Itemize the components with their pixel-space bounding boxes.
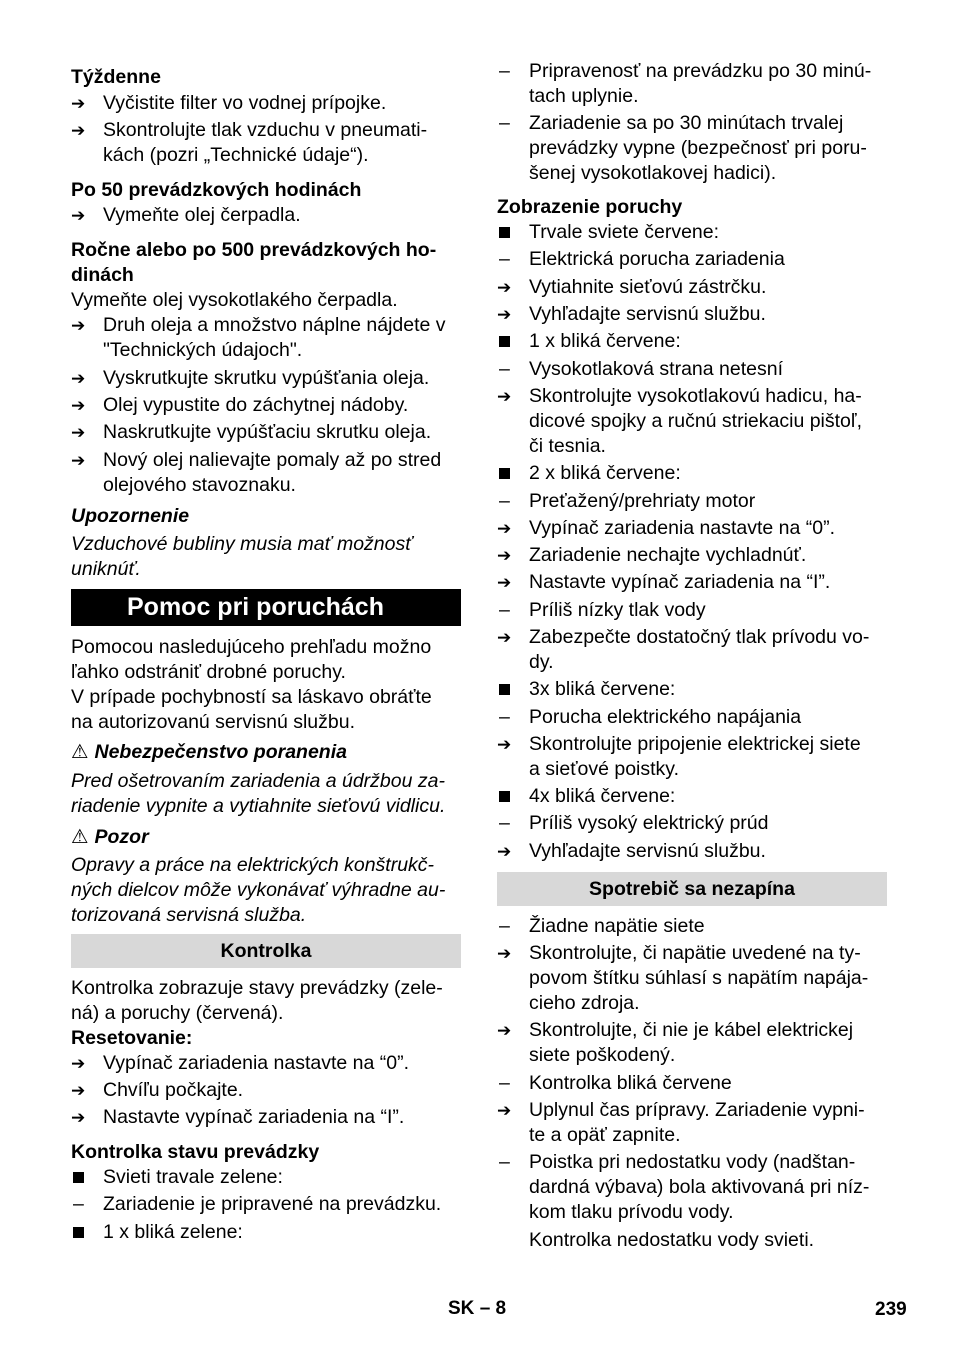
square-bullet-icon — [499, 684, 510, 695]
dash-icon: – — [499, 358, 510, 380]
list-item: ➔ Skontrolujte, či nie je kábel elektrickej siete poškodený. — [497, 1019, 854, 1066]
list-item: ➔ Zabezpečte dostatočný tlak prívodu vo- dy. — [497, 626, 870, 673]
heading-reset: Resetovanie: — [71, 1027, 193, 1049]
arrow-icon: ➔ — [71, 121, 86, 140]
list-item: 2 x bliká červene: — [497, 461, 887, 486]
square-bullet-icon — [499, 336, 510, 347]
list-item: ➔ Vypínač zariadenia nastavte na “0”. — [497, 517, 836, 539]
arrow-icon: ➔ — [71, 94, 86, 113]
list-item: 4x bliká červene: — [497, 784, 887, 809]
list-item: 1 x bliká červene: — [497, 329, 887, 354]
list-item: Svieti travale zelene: — [71, 1165, 461, 1190]
dash-icon: – — [499, 915, 510, 937]
paragraph: Pomocou nasledujúceho prehľadu možno ľahko odstrániť drobné poruchy. V prípade pochybností sa láskavo obráťte na autorizovanú servisnú službu. — [71, 636, 432, 733]
list-item: ➔ Skontrolujte pripojenie elektrickej siete a sieťové poistky. — [497, 733, 861, 780]
list-item: – Kontrolka bliká červene — [499, 1072, 732, 1094]
list-item: – Príliš nízky tlak vody — [499, 599, 706, 621]
arrow-icon: ➔ — [71, 451, 86, 470]
arrow-icon: ➔ — [71, 1081, 86, 1100]
list-item: 1 x bliká zelene: — [71, 1220, 461, 1245]
arrow-icon: ➔ — [497, 1021, 512, 1040]
list-item: ➔ Skontrolujte vysokotlakovú hadicu, ha- dicové spojky a ručnú striekaciu pištoľ, či tesnia. — [497, 385, 863, 457]
dash-icon: – — [499, 706, 510, 728]
list-item: – Žiadne napätie siete — [499, 915, 705, 937]
note-text: Vzduchové bubliny musia mať možnosť uniknúť. — [71, 533, 413, 580]
dash-icon: – — [499, 248, 510, 270]
dash-icon: – — [499, 490, 510, 512]
warning-icon: ⚠ — [71, 741, 89, 763]
dash-icon: – — [499, 1072, 510, 1094]
list-item: ➔ Chvíľu počkajte. — [71, 1079, 244, 1101]
arrow-icon: ➔ — [497, 546, 512, 565]
dash-icon: – — [499, 112, 510, 134]
list-item: Trvale sviete červene: — [497, 220, 887, 245]
list-item: ➔ Vyhľadajte servisnú službu. — [497, 840, 766, 862]
list-item: ➔ Druh oleja a množstvo náplne nájdete v "Technických údajoch". — [71, 314, 446, 361]
list-item: ➔ Skontrolujte tlak vzduchu v pneumati- kách (pozri „Technické údaje“). — [71, 119, 428, 166]
arrow-icon: ➔ — [497, 387, 512, 406]
page-number: 239 — [875, 1299, 907, 1320]
list-item: ➔ Vypínač zariadenia nastavte na “0”. — [71, 1052, 410, 1074]
list-item: – Zariadenie sa po 30 minútach trvalej prevádzky vypne (bezpečnosť pri poru- šenej vysokotlakovej hadici). — [499, 112, 867, 184]
caution-text: Opravy a práce na elektrických konštrukč- ných dielcov môže vykonávať výhradne au- torizovaná servisná služba. — [71, 854, 446, 926]
arrow-icon: ➔ — [497, 278, 512, 297]
dash-icon: – — [499, 812, 510, 834]
arrow-icon: ➔ — [71, 396, 86, 415]
list-item: ➔ Nastavte vypínač zariadenia na “I”. — [71, 1106, 405, 1128]
paragraph: Vymeňte olej vysokotlakého čerpadla. — [71, 289, 398, 311]
note-title: Upozornenie — [71, 505, 190, 527]
list-item: ➔ Vyskrutkujte skrutku vypúšťania oleja. — [71, 367, 430, 389]
list-item: – Pripravenosť na prevádzku po 30 minú- tach uplynie. — [499, 60, 872, 107]
dash-icon: – — [73, 1193, 84, 1215]
arrow-icon: ➔ — [497, 735, 512, 754]
dash-icon: – — [499, 599, 510, 621]
list-item: ➔ Vyhľadajte servisnú službu. — [497, 303, 766, 325]
square-bullet-icon — [73, 1227, 84, 1238]
nostart-heading: Spotrebič sa nezapína — [497, 872, 887, 906]
arrow-icon: ➔ — [497, 1101, 512, 1120]
arrow-icon: ➔ — [71, 1054, 86, 1073]
list-item: ➔ Nastavte vypínač zariadenia na “I”. — [497, 571, 831, 593]
kontrolka-heading: Kontrolka — [71, 934, 461, 968]
list-item: ➔ Nový olej nalievajte pomaly až po stred olejového stavoznaku. — [71, 449, 442, 496]
arrow-icon: ➔ — [71, 316, 86, 335]
square-bullet-icon — [499, 791, 510, 802]
square-bullet-icon — [499, 468, 510, 479]
list-item: ➔ Vyčistite filter vo vodnej prípojke. — [71, 92, 387, 114]
arrow-icon: ➔ — [71, 206, 86, 225]
list-item: – Poistka pri nedostatku vody (nadštan- dardná výbava) bola aktivovaná pri níz- kom tlaku prívodu vody. Kontrolka nedostatku vody svieti. — [499, 1151, 870, 1251]
caution-title: ⚠ Pozor — [71, 826, 149, 848]
heading-status: Kontrolka stavu prevádzky — [71, 1141, 320, 1163]
list-item: ➔ Vytiahnite sieťovú zástrčku. — [497, 276, 767, 298]
section-title: Pomoc pri poruchách — [71, 589, 461, 626]
arrow-icon: ➔ — [497, 628, 512, 647]
footer-lang: SK – 8 — [448, 1298, 507, 1319]
list-item: ➔ Vymeňte olej čerpadla. — [71, 204, 301, 226]
arrow-icon: ➔ — [497, 944, 512, 963]
heading-50-hours: Po 50 prevádzkových hodinách — [71, 179, 362, 201]
heading-500-hours: Ročne alebo po 500 prevádzkových ho- dinách — [71, 239, 437, 286]
dash-icon: – — [499, 60, 510, 82]
list-item: ➔ Zariadenie nechajte vychladnúť. — [497, 544, 807, 566]
arrow-icon: ➔ — [71, 1108, 86, 1127]
danger-title: ⚠ Nebezpečenstvo poranenia — [71, 741, 347, 763]
dash-icon: – — [499, 1151, 510, 1173]
list-item: ➔ Skontrolujte, či napätie uvedené na ty- povom štítku súhlasí s napätím napája- cieho zdroja. — [497, 942, 869, 1014]
list-item: 3x bliká červene: — [497, 677, 887, 702]
square-bullet-icon — [499, 227, 510, 238]
arrow-icon: ➔ — [497, 519, 512, 538]
square-bullet-icon — [73, 1172, 84, 1183]
list-item: ➔ Olej vypustite do záchytnej nádoby. — [71, 394, 409, 416]
arrow-icon: ➔ — [71, 369, 86, 388]
paragraph: Kontrolka zobrazuje stavy prevádzky (zele- ná) a poruchy (červená). — [71, 977, 443, 1024]
list-item: – Vysokotlaková strana netesní — [499, 358, 784, 380]
arrow-icon: ➔ — [497, 842, 512, 861]
list-item: – Zariadenie je pripravené na prevádzku. — [73, 1193, 442, 1215]
list-item: – Porucha elektrického napájania — [499, 706, 802, 728]
list-item: – Príliš vysoký elektrický prúd — [499, 812, 769, 834]
arrow-icon: ➔ — [71, 423, 86, 442]
heading-fault: Zobrazenie poruchy — [497, 196, 683, 218]
arrow-icon: ➔ — [497, 305, 512, 324]
list-item: ➔ Uplynul čas prípravy. Zariadenie vypni- te a opäť zapnite. — [497, 1099, 865, 1146]
arrow-icon: ➔ — [497, 573, 512, 592]
list-item: ➔ Naskrutkujte vypúšťaciu skrutku oleja. — [71, 421, 432, 443]
danger-text: Pred ošetrovaním zariadenia a údržbou za- riadenie vypnite a vytiahnite sieťovú vidlicu. — [71, 770, 446, 817]
list-item: – Elektrická porucha zariadenia — [499, 248, 785, 270]
heading-weekly: Týždenne — [71, 66, 161, 88]
warning-icon: ⚠ — [71, 826, 89, 848]
list-item: – Preťažený/prehriaty motor — [499, 490, 756, 512]
